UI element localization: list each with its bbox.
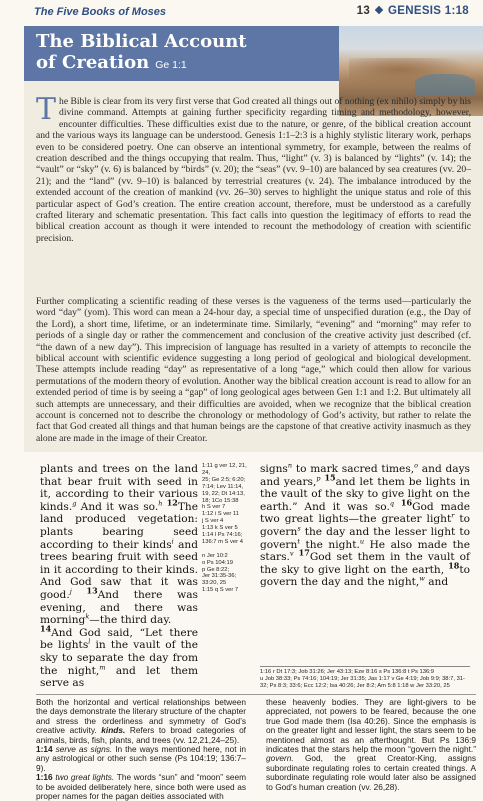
cross-reference-line[interactable]: 33:20, 25 <box>202 580 227 587</box>
footnote-marker[interactable]: p <box>316 474 321 483</box>
footnote-marker[interactable]: k <box>85 612 90 621</box>
cross-reference-line[interactable]: o Ps 104:19 <box>202 559 233 566</box>
verse-text: and let them be lights in the vault of the sky to give light on the earth.” And it was so. <box>260 475 470 513</box>
verse-text: the night. <box>299 538 360 551</box>
footnote-marker[interactable]: o <box>414 461 419 470</box>
verse-text: in the vault of the sky to separate the day from the night, <box>40 639 198 677</box>
footnote-marker[interactable]: s <box>297 524 301 533</box>
study-notes-divider <box>36 694 476 695</box>
footnote-marker[interactable]: u <box>359 537 365 546</box>
article-paragraph-1-text: he Bible is clear from its very first verse that God created all things out of nothing (ex nihilo) simply by his divine command. Attempts at gaining further specificity regarding timing and methodology, however, encounter difficulties. These difficulties exist due to the nature, or genre, of the biblical creation account and the various ways its language can be understood. Genesis 1:1–2:3 is a highly stylistic literary work, perhaps even to be considered poetry. One can observe an intentional symmetry, for example, between the realms of creation described and the things occupying that realm. Thus, “light” (v. 3) is balanced by “lights” (v. 14); the “vault” or “sky” (v. 6) is balanced by “birds” (v. 20); the “seas” (vv. 9–10) are balanced by sea creatures (vv. 20–21); and the “land” (vv. 9–10) is balanced by terrestrial creatures (v. 24). The imbalance introduced by the extended account of the creation of mankind (vv. 26–30) serves to highlight the unique status and role of this particular aspect of God’s creation. The entire creation account, therefore, must be understood as a carefully crafted literary and schematic presentation. This fact calls into question the legitimacy of efforts to read the biblical creation account as though it were intended to recount the methodology of creation with scientific precision. <box>36 96 471 244</box>
cross-reference-divider <box>260 666 470 667</box>
article-title-line1: The Biblical Account <box>36 31 247 52</box>
diamond-ornament-icon <box>375 6 383 14</box>
note-verse-reference[interactable]: 1:16 <box>36 772 53 783</box>
note-verse-reference[interactable]: 1:14 <box>36 744 53 755</box>
cross-reference-line[interactable]: 1:14 l Ps 74:16; <box>202 532 243 539</box>
cross-reference-line[interactable]: 25; Ge 2:5; 6:20; <box>202 476 246 483</box>
note-text: The words “sun” and “moon” seem to be avoided deliberately here, since both were used as proper names for the pagan deities associated with <box>36 772 246 801</box>
cross-reference-line[interactable]: h S ver 7 <box>202 504 226 511</box>
article-paragraph-2: Further complicating a scientific reading of these verses is the vagueness of the terms used—particularly the word “day” (yom). This word can mean a 24-hour day, a special time of unspecified duration (e.g., the Day of the Lord), a short time, lifetime, or an indeterminate time. Similarly, “evening” and “morning” may refer to periods of a single day or rather the commencement and conclusion of the creative activity just described (cf. “the dawn of a new day”). This imprecision of language has resulted in a variety of attempts to reconcile the biblical account with scientific evidence suggesting a long period of geological and biological development. These attempts include reading “day” as representative of a long “age,” which could then allow for various permutations of the modern theory of evolution. Another way the biblical creation account is read to allow for an extended period of time is by seeing a “gap” of long geological ages between Gen 1:1 and 1:2. But ultimately all such attempts are unnecessary, and their difficulties are avoided, when we recognize that the biblical creation account is concerned not to describe the chronology or methodology of God’s activity, but rather to relate the fact that God created all things and that human beings are the capstone of that creative activity inasmuch as they alone are made in the image of their Creator. <box>36 296 471 444</box>
cross-reference-line[interactable]: 1:16 r Dt 17:3; Job 31:26; Jer 43:13; Eze 8:16 s Ps 136:8 t Ps 136:9 <box>260 669 435 675</box>
cross-reference-line[interactable]: Jer 31:35-36; <box>202 573 237 580</box>
cross-reference-line[interactable]: 1:12 i S ver 11 <box>202 511 239 518</box>
note-lemma: govern. <box>266 753 294 764</box>
footnote-marker[interactable]: v <box>289 549 294 558</box>
article-title-line2: of Creation <box>36 52 150 73</box>
cross-reference-line[interactable]: n Jer 10:2 <box>202 552 228 559</box>
verse-text: —the third day. <box>89 614 172 627</box>
footnote-marker[interactable]: j <box>69 587 72 596</box>
cross-reference-line[interactable]: 1:15 q S ver 7 <box>202 587 239 594</box>
verse-text: to mark sacred times, <box>292 463 415 475</box>
verse-text: the day and the lesser light to govern <box>260 525 470 551</box>
verse-text: The land produced vegetation: plants bearing seed according to their kinds <box>40 500 198 551</box>
verse-number: 16 <box>400 497 413 508</box>
page-number: 13 <box>356 5 371 17</box>
verse-text: to govern the day and the night, <box>260 563 470 589</box>
verse-text: God set them in the vault of the sky to give light on the earth, <box>260 551 470 576</box>
verse-text: And there was evening, and there was morning <box>40 588 198 627</box>
book-reference: GENESIS 1:18 <box>388 5 469 17</box>
note-lemma: serve as signs. <box>55 744 113 755</box>
footnote-marker[interactable]: g <box>72 499 77 508</box>
running-head-book-title: The Five Books of Moses <box>34 6 167 18</box>
page-header <box>0 0 483 22</box>
cross-reference-line[interactable]: 136:7 m S ver 4 <box>202 538 243 545</box>
verse-number: 14 <box>40 623 52 634</box>
verse-text: and days and years, <box>260 463 470 488</box>
cross-reference-line[interactable]: 32; Ps 8:3; 33:6; Ecc 12:2; Isa 40:26; Jer 8:2; Am 5:8 1:18 w Jer 33:20, 25 <box>260 683 450 689</box>
article-paragraph-1 <box>36 92 471 244</box>
cross-references-bottom <box>260 669 472 690</box>
running-head-reference <box>357 5 469 17</box>
study-notes-right-column <box>266 698 476 792</box>
footnote-marker[interactable]: w <box>419 574 425 583</box>
cross-reference-line[interactable]: 7:14; Lev 11:14, <box>202 483 244 490</box>
cross-reference-line[interactable]: 1:11 g ver 12, 21, 24, <box>202 463 247 476</box>
note-lemma: two great lights. <box>55 772 115 783</box>
footnote-marker[interactable]: t <box>297 537 300 546</box>
article-title-reference: Ge 1:1 <box>155 59 187 71</box>
verse-text: And God said, “Let there be lights <box>40 626 198 652</box>
drop-cap: T <box>36 92 57 127</box>
verse-text: plants and trees on the land that bear fruit with seed in it, according to their various kinds. <box>40 463 198 513</box>
note-text: Both the horizontal and vertical relationships between the days demonstrate the literary structure of the chapter and stress the orderliness and symmetry of God’s creative activity. <box>36 697 246 736</box>
verse-number: 12 <box>166 497 178 508</box>
footnote-marker[interactable]: n <box>287 461 293 470</box>
verse-text: He also made the stars. <box>260 538 470 564</box>
footnote-marker[interactable]: r <box>451 511 455 520</box>
cross-reference-line[interactable]: u Job 38:33; Ps 74:16; 104:19; Jer 31:35; Jas 1:17 v Ge 4:19; Job 9:9; 38:7, 31- <box>260 676 465 682</box>
note-text: In the ways mentioned here, not in any astrological or other such sense (Ps 104:19; 136:7–9). <box>36 744 246 773</box>
verse-text: to govern <box>260 513 470 538</box>
cross-reference-line[interactable]: 18; 1Co 15:38 <box>202 497 239 504</box>
verse-number: 13 <box>86 585 98 596</box>
note-text: these heavenly bodies. They are light-givers to be appreciated, not powers to be feared, because the one true God made them (Isa 40:26). Since the emphasis is on the greater light and lesser light, the stars seem to be mentioned almost as an afterthought. But Ps 136:9 indicates that the stars help the moon “govern the night.” <box>266 697 476 755</box>
scripture-column-right <box>260 463 470 589</box>
article-title-bar <box>24 26 339 81</box>
note-lemma: kinds. <box>101 725 126 736</box>
footnote-marker[interactable]: i <box>171 537 174 546</box>
cross-reference-line[interactable]: j S ver 4 <box>202 518 224 525</box>
verse-number: 15 <box>324 472 336 483</box>
study-notes-left-column <box>36 698 246 801</box>
verse-text: and <box>424 576 449 589</box>
footnote-marker[interactable]: m <box>99 662 106 671</box>
verse-text: and let them serve as <box>40 664 198 690</box>
scripture-column-left <box>40 463 198 690</box>
feature-article <box>24 26 483 452</box>
verse-text: signs <box>260 463 288 475</box>
article-title <box>36 31 336 76</box>
verse-text: and trees bearing fruit with seed in it according to their kinds. And God saw that it was good. <box>40 538 198 601</box>
cross-reference-line[interactable]: 1:13 k S ver 5 <box>202 525 238 532</box>
verse-text: God made two great lights—the greater light <box>260 500 470 526</box>
verse-number: 17 <box>298 547 310 558</box>
verse-number: 18 <box>448 560 460 571</box>
note-text: Refers to broad categories of animals, birds, fish, plants, and trees (vv. 12,21,24–25). <box>36 725 246 745</box>
cross-reference-line[interactable]: p Ge 8:22; <box>202 566 230 573</box>
note-text: God, the great Creator-King, assigns subordinate regulating roles to certain created things. A subordinate regulating role would later also be assigned to God’s human creation (vv. 26,28). <box>266 753 476 792</box>
verse-text: And it was so. <box>76 500 159 513</box>
footnote-marker[interactable]: l <box>88 637 91 646</box>
cross-reference-line[interactable]: 19, 22; Dt 14:13, <box>202 490 245 497</box>
cross-references-left <box>202 463 254 594</box>
footnote-marker[interactable]: q <box>389 499 395 508</box>
cross-reference-spacer <box>202 546 254 553</box>
footnote-marker[interactable]: h <box>158 499 163 508</box>
